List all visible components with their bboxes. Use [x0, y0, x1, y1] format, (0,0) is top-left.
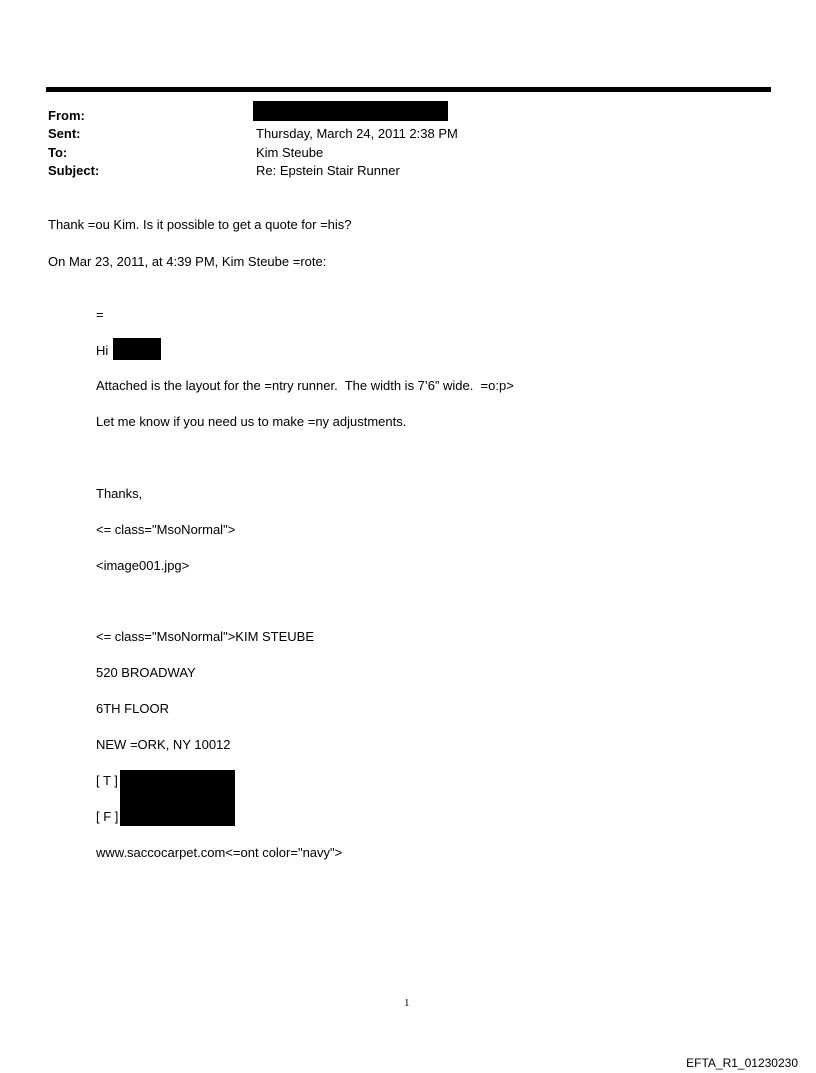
sent-value: Thursday, March 24, 2011 2:38 PM: [256, 126, 458, 141]
image-attachment-ref: <image001.jpg>: [96, 558, 190, 573]
address-line-2: 6TH FLOOR: [96, 701, 169, 716]
adjustments-line: Let me know if you need us to make =ny adjustments.: [96, 414, 407, 429]
from-redaction: [253, 101, 448, 121]
document-id: EFTA_R1_01230230: [686, 1056, 798, 1070]
subject-value: Re: Epstein Stair Runner: [256, 163, 400, 178]
phone-label: [ T ]: [96, 773, 118, 788]
page-number: 1: [404, 997, 410, 1009]
thanks-line: Thanks,: [96, 486, 143, 501]
address-line-1: 520 BROADWAY: [96, 665, 196, 680]
header-rule: [46, 87, 771, 92]
sent-label: Sent:: [48, 126, 81, 141]
to-label: To:: [48, 145, 68, 160]
quoted-equals: =: [96, 307, 104, 322]
website-line: www.saccocarpet.com<=ont color="navy">: [96, 845, 343, 860]
signature-name: <= class="MsoNormal">KIM STEUBE: [96, 629, 315, 644]
name-redaction: [113, 338, 161, 360]
fax-label: [ F ]: [96, 809, 119, 824]
address-line-3: NEW =ORK, NY 10012: [96, 737, 231, 752]
subject-label: Subject:: [48, 163, 100, 178]
quote-attribution: On Mar 23, 2011, at 4:39 PM, Kim Steube =rote:: [48, 254, 327, 269]
phone-fax-redaction: [120, 770, 235, 826]
to-value: Kim Steube: [256, 145, 324, 160]
from-label: From:: [48, 108, 85, 123]
greeting: Hi: [96, 343, 109, 358]
reply-line: Thank =ou Kim. Is it possible to get a quote for =his?: [48, 217, 352, 232]
mso-normal-line: <= class="MsoNormal">: [96, 522, 236, 537]
attached-line: Attached is the layout for the =ntry runner. The width is 7’6” wide. =o:p>: [96, 378, 514, 393]
